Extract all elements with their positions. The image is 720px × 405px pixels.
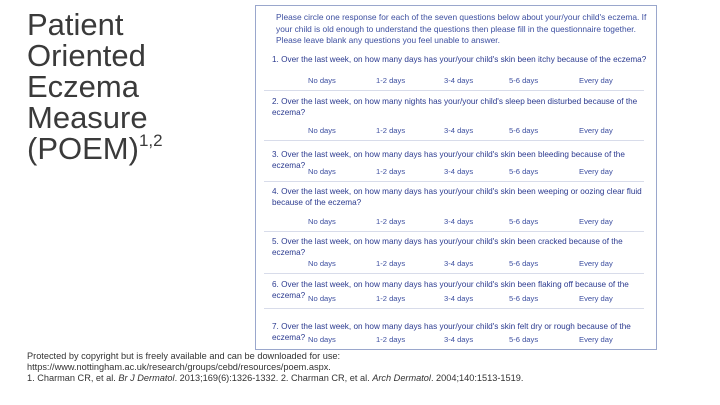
answer-option[interactable]: 1-2 days: [376, 167, 406, 176]
question-1: 1. Over the last week, on how many days has your/your child's skin been itchy because of the eczema?: [272, 55, 647, 64]
answer-options-row: [256, 294, 656, 306]
answer-options-row: [256, 217, 656, 229]
row-divider: [264, 231, 644, 232]
answer-option[interactable]: 5-6 days: [509, 126, 539, 135]
row-divider: [264, 273, 644, 274]
answer-option[interactable]: 1-2 days: [376, 126, 406, 135]
answer-option[interactable]: 3-4 days: [444, 167, 474, 176]
references: [27, 373, 707, 384]
answer-option[interactable]: No days: [308, 294, 336, 303]
reference-1-journal: Br J Dermatol: [118, 372, 175, 383]
answer-options-row: [256, 335, 656, 347]
reference-1-details: . 2013;169(6):1326-1332. 2. Charman CR, et al.: [174, 372, 373, 383]
questionnaire-instructions: Please circle one response for each of the seven questions below about your/your child's eczema. If your child is old enough to understand the questions then please fill in the questionnaire together. Please leave blank any questions you feel unable to answer.: [276, 12, 647, 45]
answer-option[interactable]: 5-6 days: [509, 217, 539, 226]
answer-options-row: [256, 76, 656, 88]
answer-option[interactable]: Every day: [579, 217, 613, 226]
answer-option[interactable]: Every day: [579, 76, 613, 85]
answer-option[interactable]: Every day: [579, 126, 613, 135]
slide-title: [27, 9, 242, 164]
title-line: Patient: [27, 7, 124, 42]
answer-option[interactable]: 3-4 days: [444, 126, 474, 135]
answer-option[interactable]: 1-2 days: [376, 294, 406, 303]
reference-2-details: . 2004;140:1513-1519.: [430, 372, 524, 383]
answer-option[interactable]: 3-4 days: [444, 76, 474, 85]
answer-option[interactable]: 1-2 days: [376, 217, 406, 226]
question-7: 7. Over the last week, on how many days has your/your child's skin felt dry or rough because of the eczema?: [272, 322, 631, 342]
answer-option[interactable]: 3-4 days: [444, 217, 474, 226]
question-5: 5. Over the last week, on how many days has your/your child's skin been cracked because of the eczema?: [272, 237, 623, 257]
title-line: Measure: [27, 100, 148, 135]
answer-options-row: [256, 126, 656, 138]
question-3: 3. Over the last week, on how many days has your/your child's skin been bleeding because of the eczema?: [272, 150, 625, 170]
footnote: [27, 351, 707, 383]
answer-option[interactable]: Every day: [579, 259, 613, 268]
answer-options-row: [256, 259, 656, 271]
answer-option[interactable]: 5-6 days: [509, 76, 539, 85]
answer-option[interactable]: No days: [308, 259, 336, 268]
question-4: 4. Over the last week, on how many days has your/your child's skin been weeping or oozing clear fluid because of the eczema?: [272, 187, 642, 207]
answer-options-row: [256, 167, 656, 179]
answer-option[interactable]: 5-6 days: [509, 167, 539, 176]
row-divider: [264, 181, 644, 182]
copyright-note: Protected by copyright but is freely available and can be downloaded for use:: [27, 351, 341, 361]
answer-option[interactable]: 1-2 days: [376, 259, 406, 268]
answer-option[interactable]: 1-2 days: [376, 335, 406, 344]
question-6: 6. Over the last week, on how many days has your/your child's skin been flaking off because of the eczema?: [272, 280, 629, 300]
reference-1-authors: 1. Charman CR, et al.: [27, 372, 119, 383]
answer-option[interactable]: Every day: [579, 167, 613, 176]
answer-option[interactable]: 5-6 days: [509, 259, 539, 268]
title-reference-superscript: 1,2: [138, 131, 163, 150]
answer-option[interactable]: 3-4 days: [444, 335, 474, 344]
title-line-last: [27, 133, 242, 164]
answer-option[interactable]: Every day: [579, 335, 613, 344]
answer-option[interactable]: No days: [308, 167, 336, 176]
reference-2-journal: Arch Dermatol: [372, 372, 431, 383]
question-2: 2. Over the last week, on how many nights has your/your child's sleep been disturbed because of the eczema?: [272, 97, 638, 117]
answer-option[interactable]: 3-4 days: [444, 294, 474, 303]
download-url: https://www.nottingham.ac.uk/research/groups/cebd/resources/poem.aspx.: [27, 361, 331, 372]
answer-option[interactable]: No days: [308, 76, 336, 85]
title-acronym: (POEM): [27, 131, 139, 166]
answer-option[interactable]: No days: [308, 126, 336, 135]
title-line: Eczema: [27, 69, 139, 104]
answer-option[interactable]: 1-2 days: [376, 76, 406, 85]
row-divider: [264, 140, 644, 141]
title-line: Oriented: [27, 38, 146, 73]
poem-questionnaire-image: [255, 5, 657, 350]
answer-option[interactable]: 3-4 days: [444, 259, 474, 268]
row-divider: [264, 90, 644, 91]
answer-option[interactable]: No days: [308, 335, 336, 344]
answer-option[interactable]: 5-6 days: [509, 294, 539, 303]
row-divider: [264, 308, 644, 309]
answer-option[interactable]: No days: [308, 217, 336, 226]
answer-option[interactable]: Every day: [579, 294, 613, 303]
answer-option[interactable]: 5-6 days: [509, 335, 539, 344]
